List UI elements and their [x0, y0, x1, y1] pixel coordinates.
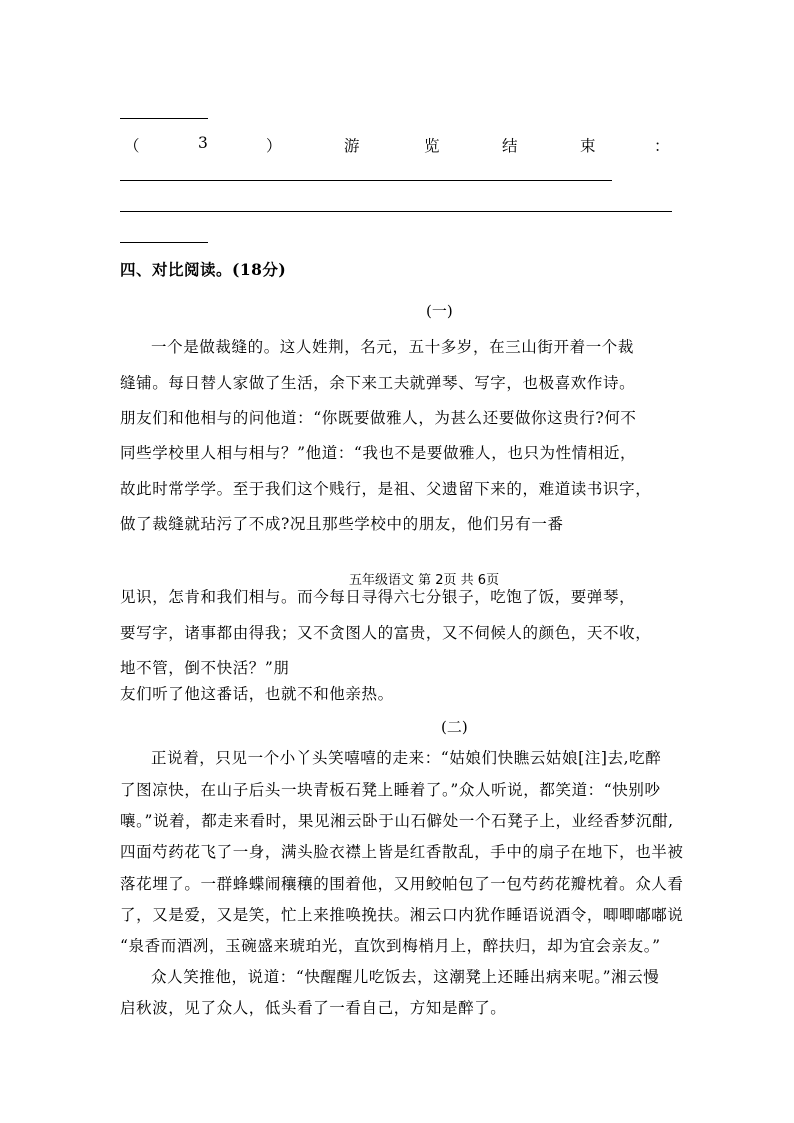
part2-line: 启秋波，见了众人，低头看了一看自己，方知是醉了。 — [120, 999, 507, 1017]
item3-char: ） — [266, 137, 282, 155]
part1-heading: (一) — [426, 302, 453, 320]
answer-line — [120, 242, 208, 243]
part1-line: 做了裁缝就玷污了不成?况且那些学校中的朋友，他们另有一番 — [120, 515, 564, 533]
part1-line: 一个是做裁缝的。这人姓荆，名元，五十多岁，在三山街开着一个裁 — [151, 338, 635, 356]
part2-heading: (二) — [441, 718, 468, 736]
item3-char: 览 — [424, 137, 440, 155]
part2-line: 了图凉快，在山子后头一块青板石凳上睡着了。”众人听说，都笑道：“快别吵 — [120, 781, 661, 799]
part2-line: “泉香而酒冽，玉碗盛来琥珀光，直饮到梅梢月上，醉扶归，却为宜会亲友。” — [120, 937, 661, 955]
part2-line: 众人笑推他，说道：“快醒醒儿吃饭去，这潮凳上还睡出病来呢。”湘云慢 — [151, 968, 660, 986]
part2-line: 嚷。”说着，都走来看时，果见湘云卧于山石僻处一个石凳子上，业经香梦沉酣, — [120, 812, 674, 830]
part2-line: 了，又是爱，又是笑，忙上来推唤挽扶。湘云口内犹作睡语说酒令，唧唧嘟嘟说 — [120, 906, 684, 924]
item3-char: ： — [654, 137, 670, 155]
answer-line — [120, 211, 672, 212]
part1-line: 要写字，诸事都由得我；又不贪图人的富贵，又不伺候人的颜色，天不收， — [120, 624, 652, 642]
answer-line — [120, 180, 612, 181]
part1-line: 同些学校里人相与相与？”他道：“我也不是要做雅人，也只为性情相近， — [120, 444, 637, 462]
item3-char: 3 — [198, 134, 208, 152]
part1-line: 朋友们和他相与的问他道：“你既要做雅人，为甚么还要做你这贵行?何不 — [120, 409, 637, 427]
item3-char: 结 — [502, 137, 518, 155]
part1-line: 故此时常学学。至于我们这个贱行，是祖、父遗留下来的，难道读书识字， — [120, 480, 652, 498]
part1-line: 缝铺。每日替人家做了生活，余下来工夫就弹琴、写字，也极喜欢作诗。 — [120, 374, 636, 392]
part1-line: 友们听了他这番话，也就不和他亲热。 — [120, 685, 394, 703]
section-title: 四、对比阅读。(18分) — [120, 260, 287, 279]
part1-line: 地不管，倒不快活？”朋 — [120, 659, 290, 677]
item3-char: 游 — [344, 137, 360, 155]
part2-line: 正说着，只见一个小丫头笑嘻嘻的走来：“姑娘们快瞧云姑娘[注]去,吃醉 — [151, 749, 662, 767]
page-footer: 五年级语文 第 2页 共 6页 — [347, 569, 501, 588]
part2-line: 四面芍药花飞了一身，满头脸衣襟上皆是红香散乱，手中的扇子在地下，也半被 — [120, 843, 684, 861]
part1-line: 见识，怎肯和我们相与。而今每日寻得六七分银子，吃饱了饭，要弹琴， — [120, 588, 636, 606]
item3-char: 束 — [580, 137, 596, 155]
item3-char: （ — [124, 137, 140, 155]
answer-line — [120, 118, 208, 119]
part2-line: 落花埋了。一群蜂蝶闹穰穰的围着他，又用鲛帕包了一包芍药花瓣枕着。众人看 — [120, 875, 684, 893]
